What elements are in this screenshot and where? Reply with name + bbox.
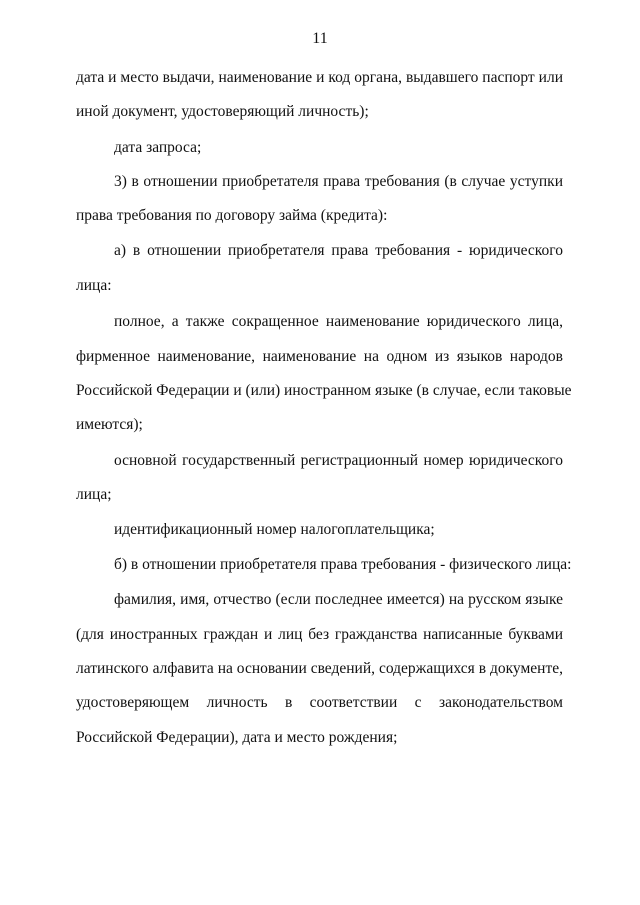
text-line: фамилия, имя, отчество (если последнее имеется) на русском языке <box>114 591 563 608</box>
text-line: а) в отношении приобретателя права требования - юридического <box>114 242 563 259</box>
text-line: 3) в отношении приобретателя права требования (в случае уступки <box>114 173 563 190</box>
text-line: фирменное наименование, наименование на одном из языков народов <box>76 348 563 365</box>
text-line: идентификационный номер налогоплательщика; <box>114 521 435 538</box>
text-line: (для иностранных граждан и лиц без гражданства написанные буквами <box>76 626 563 643</box>
text-line: дата запроса; <box>114 139 202 156</box>
text-line: Российской Федерации), дата и место рождения; <box>76 729 398 746</box>
text-line: удостоверяющем личность в соответствии с законодательством <box>76 694 563 711</box>
text-line: дата и место выдачи, наименование и код органа, выдавшего паспорт или <box>76 69 563 86</box>
text-line: лица: <box>76 277 112 294</box>
text-line: имеются); <box>76 416 143 433</box>
text-line: б) в отношении приобретателя права требования - физического лица: <box>114 556 572 573</box>
text-line: латинского алфавита на основании сведений, содержащихся в документе, <box>76 660 563 677</box>
text-line: Российской Федерации и (или) иностранном языке (в случае, если таковые <box>76 382 572 399</box>
text-line: лица; <box>76 486 112 503</box>
text-line: полное, а также сокращенное наименование юридического лица, <box>114 313 563 330</box>
text-line: основной государственный регистрационный номер юридического <box>114 452 563 469</box>
text-line: иной документ, удостоверяющий личность); <box>76 103 369 120</box>
page-number: 11 <box>312 30 328 47</box>
text-line: права требования по договору займа (кредита): <box>76 207 388 224</box>
